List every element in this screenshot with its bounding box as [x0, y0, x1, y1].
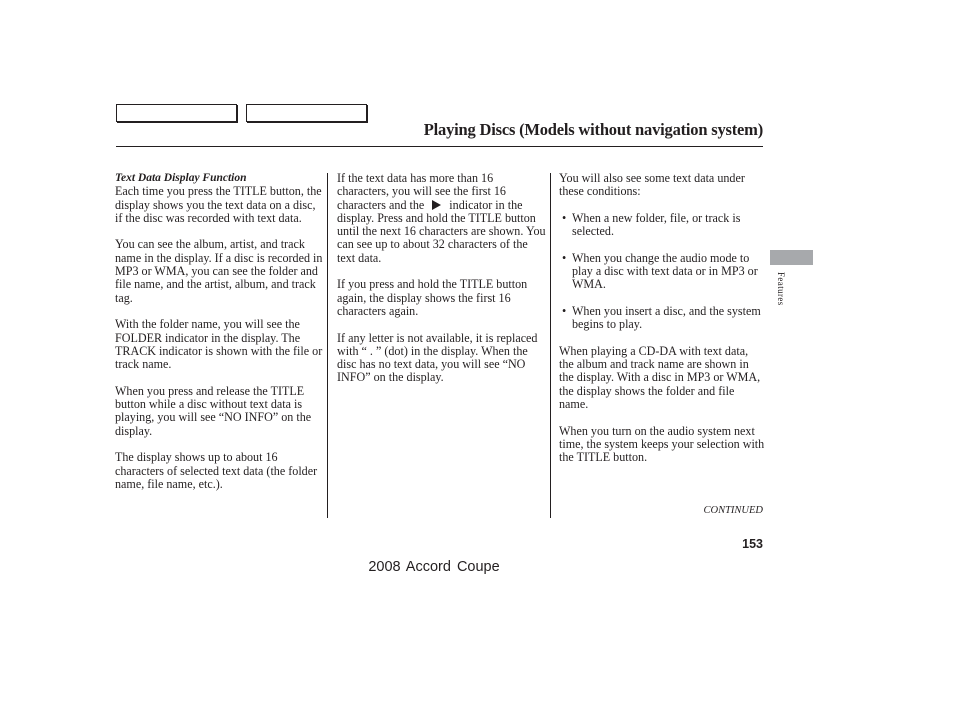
title-rule: [116, 146, 763, 147]
bullet-text: When you change the audio mode to play a disc with text data or in MP3 or WMA.: [572, 250, 758, 292]
col2-paragraph-3: If any letter is not available, it is replaced with “ . ” (dot) in the display. When the disc has no text data, you will see “NO INFO” on the display.: [337, 330, 538, 385]
section-side-tab: [770, 250, 813, 265]
col2-paragraph-1-start: If the text data has more than 16 characters, you will see the first 16 characters and the: [337, 171, 506, 212]
column-1: [115, 172, 323, 504]
col1-paragraph-2: You can see the album, artist, and track name in the display. If a disc is recorded in MP3 or WMA, you can see the folder and file name, and the artist, album, and track tag.: [115, 237, 323, 305]
bullet-dot-icon: •: [562, 250, 567, 265]
play-triangle-icon: [432, 200, 441, 210]
column-3: [559, 172, 765, 478]
col1-paragraph-1: Each time you press the TITLE button, the display shows you the text data on a disc, if the disc was recorded with text data.: [115, 184, 322, 225]
bullet-text: When you insert a disc, and the system begins to play.: [572, 303, 761, 332]
bullet-text: When a new folder, file, or track is selected.: [572, 210, 741, 239]
column-divider-1: [327, 173, 328, 518]
col1-paragraph-4: When you press and release the TITLE button while a disc without text data is playing, you will see “NO INFO” on the display.: [115, 383, 312, 438]
header-tab-box-left: [116, 104, 237, 122]
continued-label: CONTINUED: [703, 505, 763, 516]
page-title: Playing Discs (Models without navigation system): [423, 120, 763, 139]
col3-paragraph-2: When playing a CD-DA with text data, the album and track name are shown in the display. With a disc in MP3 or WMA, the display shows the folder and file name.: [559, 343, 761, 412]
bullet-item: [559, 305, 765, 332]
section-side-label: Features: [776, 272, 786, 306]
col2-paragraph-1-end: indicator in the display. Press and hold the TITLE button until the next 16 characters are shown. You can see up to about 32 characters of the text data.: [337, 197, 546, 265]
column-divider-2: [550, 173, 551, 518]
bullet-dot-icon: •: [562, 210, 567, 225]
header-tab-box-right: [246, 104, 367, 122]
bullet-item: [559, 212, 765, 239]
bullet-dot-icon: •: [562, 303, 567, 318]
page-number: 153: [742, 537, 763, 551]
section-subheading: Text Data Display Function: [115, 172, 247, 184]
col3-intro: You will also see some text data under these conditions:: [559, 171, 745, 199]
bullet-item: [559, 252, 765, 292]
col1-paragraph-3: With the folder name, you will see the FOLDER indicator in the display. The TRACK indicator is shown with the file or track name.: [115, 317, 323, 372]
footer-model-name: 2008 Accord Coupe: [368, 559, 500, 575]
col1-paragraph-5: The display shows up to about 16 characters of selected text data (the folder name, file name, etc.).: [115, 450, 318, 491]
col2-paragraph-2: If you press and hold the TITLE button again, the display shows the first 16 characters again.: [337, 277, 528, 318]
col2-paragraph-1: [337, 172, 547, 265]
column-2: [337, 172, 547, 398]
col3-paragraph-3: When you turn on the audio system next time, the system keeps your selection with the TITLE button.: [559, 423, 765, 465]
